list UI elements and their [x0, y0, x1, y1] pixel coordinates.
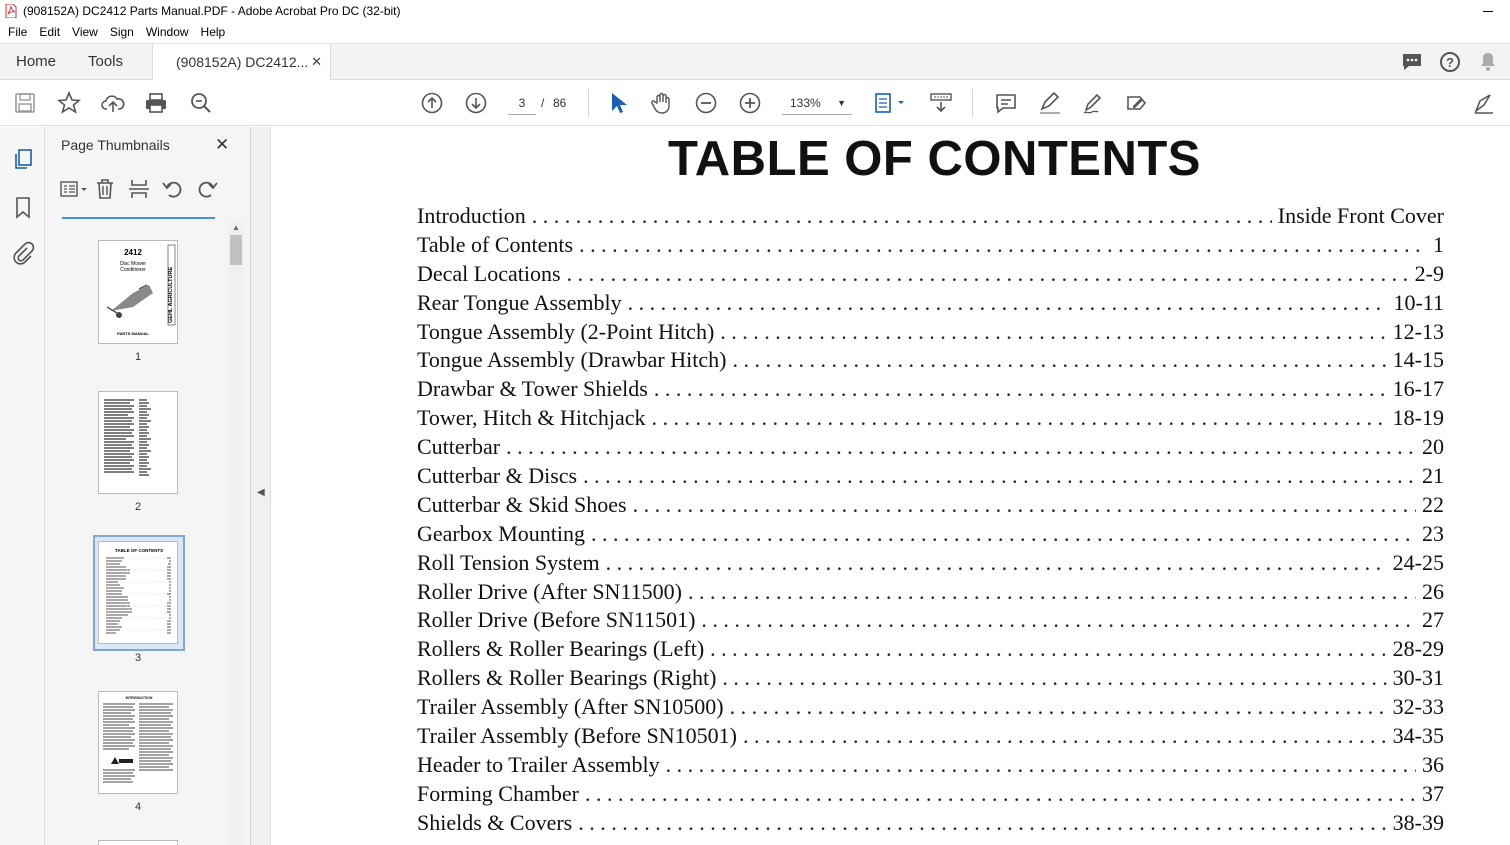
toc-entry-page: 34-35	[1392, 723, 1444, 749]
toc-entry[interactable]	[417, 810, 1444, 839]
search-zoom-icon[interactable]	[189, 91, 213, 115]
toc-leader-dots	[732, 347, 1386, 373]
comment-bubble-icon[interactable]	[1400, 50, 1424, 74]
chevron-down-icon: ▼	[837, 98, 846, 108]
toc-entry-page: 16-17	[1392, 376, 1444, 402]
toc-entry[interactable]	[417, 579, 1444, 608]
page-separator: /	[541, 96, 545, 110]
toc-entry[interactable]	[417, 405, 1444, 434]
upload-cloud-icon[interactable]	[101, 91, 125, 115]
next-page-icon[interactable]	[464, 91, 488, 115]
toc-entry-page: 24-25	[1392, 549, 1444, 575]
toc-entry[interactable]	[417, 607, 1444, 636]
svg-text:Disc Mower: Disc Mower	[119, 261, 147, 267]
thumbnail-toolbar-indicator	[62, 217, 215, 219]
toc-leader-dots	[567, 261, 1409, 287]
thumbnail-page-3[interactable]	[98, 541, 178, 644]
toc-entry[interactable]	[417, 319, 1444, 348]
toc-entry-title: Roller Drive (After SN11500)	[417, 578, 682, 604]
toc-entry-title: Shields & Covers	[417, 809, 573, 835]
toc-entry-page: 38-39	[1392, 809, 1444, 835]
tab-document[interactable]	[152, 44, 331, 81]
current-page-input[interactable]: 3	[508, 91, 536, 115]
toc-entry-title: Header to Trailer Assembly	[417, 751, 660, 777]
toc-entry-title: Roller Drive (Before SN11501)	[417, 607, 696, 633]
toc-leader-dots	[720, 319, 1386, 345]
scroll-mode-icon[interactable]	[929, 91, 953, 115]
collapse-arrow-icon: ◀	[257, 487, 265, 498]
extract-page-icon[interactable]	[127, 177, 153, 201]
highlight-pen-icon[interactable]	[1038, 91, 1062, 115]
toc-entry-title: Trailer Assembly (Before SN10501)	[417, 723, 737, 749]
page-fit-icon[interactable]	[873, 91, 909, 115]
bookmarks-icon[interactable]	[11, 195, 35, 219]
toc-leader-dots	[591, 521, 1416, 547]
thumbnail-label-3: 3	[134, 652, 142, 664]
thumbnail-options-icon[interactable]	[59, 177, 85, 201]
notification-bell-icon[interactable]	[1476, 50, 1500, 74]
toc-leader-dots	[628, 290, 1388, 316]
toc-entry-page: 1	[1433, 231, 1444, 257]
print-icon[interactable]	[144, 91, 168, 115]
toc-entry[interactable]	[417, 290, 1444, 319]
toc-leader-dots	[585, 781, 1416, 807]
toc-entry-page: 12-13	[1392, 318, 1444, 344]
toc-entry-title: Gearbox Mounting	[417, 520, 586, 546]
toc-entry-page: 28-29	[1392, 636, 1444, 662]
page-title: TABLE OF CONTENTS	[668, 132, 1201, 186]
left-navigation-rail	[0, 127, 45, 845]
toc-entry-title: Drawbar & Tower Shields	[417, 376, 648, 402]
add-comment-icon[interactable]	[994, 91, 1018, 115]
toc-entry-title: Rollers & Roller Bearings (Left)	[417, 636, 705, 662]
toc-entry[interactable]	[417, 261, 1444, 290]
menu-view[interactable]: View	[72, 25, 98, 39]
toc-entry-page: 30-31	[1392, 665, 1444, 691]
toc-leader-dots	[730, 694, 1387, 720]
toc-entry-page: 36	[1422, 751, 1444, 777]
toc-entry[interactable]	[417, 636, 1444, 665]
document-view[interactable]	[272, 127, 1510, 845]
toc-leader-dots	[583, 463, 1416, 489]
menu-window[interactable]: Window	[145, 25, 189, 39]
zoom-out-icon[interactable]	[694, 91, 718, 115]
toc-entry-title: Cutterbar & Discs	[417, 463, 578, 489]
thumbnail-page-1[interactable]	[98, 240, 178, 344]
tab-home[interactable]: Home	[16, 53, 57, 70]
toc-leader-dots	[606, 550, 1387, 576]
toc-entry-page: 10-11	[1393, 289, 1444, 315]
rotate-counterclockwise-icon[interactable]	[161, 177, 187, 201]
toc-entry-page: 18-19	[1392, 405, 1444, 431]
toc-entry-title: Table of Contents	[417, 231, 574, 257]
window-title: (908152A) DC2412 Parts Manual.PDF - Adobe Acrobat Pro DC (32-bit)	[23, 4, 401, 18]
menu-bar	[0, 22, 1510, 42]
toc-leader-dots	[506, 434, 1416, 460]
toc-entry[interactable]	[417, 694, 1444, 723]
toc-entry-title: Cutterbar	[417, 434, 501, 460]
toc-entry-page: 14-15	[1392, 347, 1444, 373]
select-cursor-icon[interactable]	[606, 91, 630, 115]
toc-entry[interactable]	[417, 665, 1444, 694]
toc-entry-title: Roll Tension System	[417, 549, 600, 575]
toc-entry-title: Rollers & Roller Bearings (Right)	[417, 665, 717, 691]
draw-signature-icon[interactable]	[1081, 91, 1105, 115]
toc-entry-page: 22	[1422, 491, 1444, 517]
toc-entry[interactable]	[417, 550, 1444, 579]
close-tab-icon[interactable]: ✕	[311, 54, 322, 69]
toc-entry[interactable]	[417, 434, 1444, 463]
toc-entry[interactable]	[417, 376, 1444, 405]
toc-entry-page: 37	[1422, 780, 1444, 806]
scroll-up-icon[interactable]: ▲	[232, 223, 240, 232]
toc-entry-title: Forming Chamber	[417, 780, 579, 806]
toc-leader-dots	[652, 405, 1387, 431]
cover-title: 2412	[124, 248, 142, 257]
total-pages: 86	[553, 96, 567, 110]
tab-tools[interactable]: Tools	[88, 53, 124, 70]
toc-entry[interactable]	[417, 203, 1444, 232]
thumbnail-scrollbar[interactable]	[228, 221, 244, 845]
menu-edit[interactable]: Edit	[39, 25, 61, 39]
toc-leader-dots	[532, 203, 1272, 229]
toc-entry[interactable]	[417, 463, 1444, 492]
zoom-in-icon[interactable]	[738, 91, 762, 115]
thumbnail-page-2[interactable]	[98, 391, 178, 494]
svg-text:?: ?	[1446, 55, 1454, 70]
toc-entry[interactable]	[417, 492, 1444, 521]
thumbnail-3-heading: TABLE OF CONTENTS	[114, 548, 164, 553]
zoom-level-value: 133%	[790, 96, 821, 110]
toc-entry[interactable]	[417, 781, 1444, 810]
rotate-clockwise-icon[interactable]	[195, 177, 221, 201]
toc-entry-page: 27	[1422, 607, 1444, 633]
attachments-icon[interactable]	[11, 241, 35, 265]
window-titlebar	[0, 0, 1510, 22]
toc-entry-title: Tower, Hitch & Hitchjack	[417, 405, 646, 431]
thumbnail-page-5-partial[interactable]	[98, 840, 178, 845]
toc-entry-title: Tongue Assembly (2-Point Hitch)	[417, 318, 715, 344]
toc-entry-page: 32-33	[1392, 694, 1444, 720]
delete-page-icon[interactable]	[93, 177, 119, 201]
toc-entry-title: Trailer Assembly (After SN10500)	[417, 694, 724, 720]
toc-leader-dots	[743, 723, 1387, 749]
toc-leader-dots	[633, 492, 1416, 518]
menu-sign[interactable]: Sign	[109, 25, 134, 39]
table-of-contents	[417, 203, 1444, 839]
toc-entry[interactable]	[417, 347, 1444, 376]
toc-entry[interactable]	[417, 752, 1444, 781]
tab-document-label: (908152A) DC2412...	[176, 54, 309, 70]
share-sign-icon[interactable]	[1472, 91, 1496, 115]
toc-entry-page: 20	[1422, 434, 1444, 460]
hand-tool-icon[interactable]	[650, 91, 674, 115]
svg-text:Conditioner: Conditioner	[120, 267, 146, 273]
tab-bar	[0, 43, 1510, 80]
thumbnail-label-1: 1	[134, 351, 142, 363]
cover-brand: GEHL AGRICULTURE	[168, 266, 174, 323]
menu-help[interactable]: Help	[200, 25, 226, 39]
toc-entry-title: Cutterbar & Skid Shoes	[417, 491, 627, 517]
toc-leader-dots	[578, 810, 1386, 836]
save-icon[interactable]	[13, 91, 37, 115]
bookmark-star-icon[interactable]	[57, 91, 81, 115]
page-thumbnails-icon[interactable]	[11, 147, 35, 171]
toc-leader-dots	[701, 607, 1416, 633]
toc-entry[interactable]	[417, 723, 1444, 752]
toc-entry-page: 21	[1422, 463, 1444, 489]
thumbnail-label-4: 4	[134, 801, 142, 813]
toc-entry-title: Tongue Assembly (Drawbar Hitch)	[417, 347, 727, 373]
toc-leader-dots	[579, 232, 1427, 258]
toc-entry-title: Rear Tongue Assembly	[417, 289, 622, 315]
close-panel-icon[interactable]: ✕	[215, 135, 230, 154]
toc-entry-title: Introduction	[417, 203, 526, 228]
toc-leader-dots	[654, 376, 1387, 402]
toc-entry-title: Decal Locations	[417, 260, 561, 286]
acrobat-pdf-icon	[5, 4, 17, 18]
toc-leader-dots	[688, 579, 1416, 605]
minimize-button[interactable]	[1480, 3, 1496, 19]
thumbnail-label-2: 2	[134, 501, 142, 513]
toc-entry-page: Inside Front Cover	[1277, 203, 1444, 228]
thumbnails-panel-title: Page Thumbnails	[61, 137, 170, 153]
toc-entry[interactable]	[417, 521, 1444, 550]
thumbnail-4-heading: INTRODUCTION	[125, 696, 153, 700]
scrollbar-thumb[interactable]	[230, 235, 242, 265]
toc-entry[interactable]	[417, 232, 1444, 261]
fill-sign-icon[interactable]	[1125, 91, 1149, 115]
panel-collapse-handle[interactable]	[251, 127, 271, 845]
toc-entry-page: 23	[1422, 520, 1444, 546]
zoom-level-select[interactable]	[782, 91, 852, 115]
toc-leader-dots	[666, 752, 1416, 778]
previous-page-icon[interactable]	[420, 91, 444, 115]
help-icon[interactable]	[1438, 50, 1462, 74]
toc-entry-page: 2-9	[1414, 260, 1444, 286]
toc-leader-dots	[722, 665, 1386, 691]
menu-file[interactable]: File	[8, 25, 28, 39]
toc-entry-page: 26	[1422, 578, 1444, 604]
cover-footer: PARTS MANUAL	[117, 331, 149, 336]
thumbnail-page-4[interactable]	[98, 691, 178, 794]
toc-leader-dots	[710, 636, 1387, 662]
